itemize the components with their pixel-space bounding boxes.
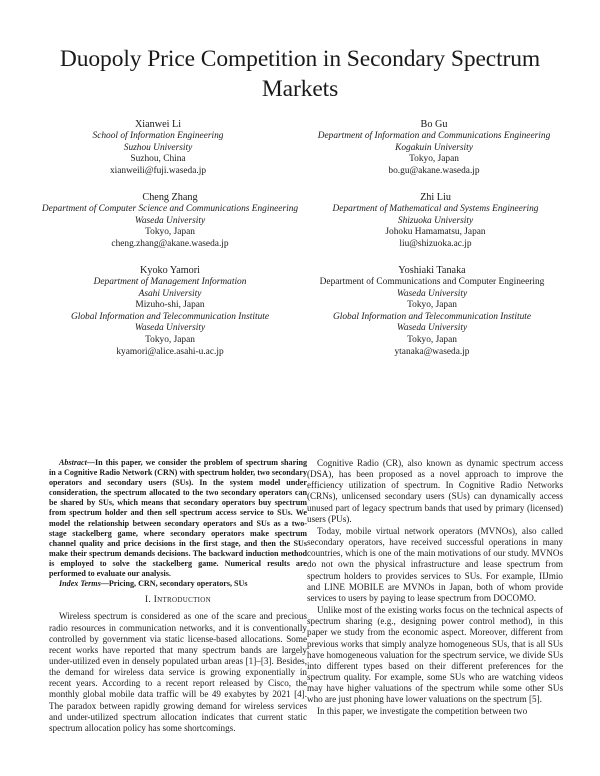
author-email: liu@shizuoka.ac.jp <box>399 238 472 249</box>
author-affiliation-line: Department of Communications and Computer Engineering <box>319 277 545 287</box>
author-affiliation-line: Global Information and Telecommunication Institute <box>332 311 532 322</box>
author-affiliation-line: Department of Information and Communications Engineering <box>317 131 551 141</box>
author-affiliation-line: School of Information Engineering <box>92 131 224 141</box>
author-affiliation-line: Department of Computer Science and Communications Engineering <box>41 204 299 214</box>
author-name: Xianwei Li <box>134 119 182 130</box>
author-name: Kyoko Yamori <box>140 265 200 276</box>
body-paragraph: Unlike most of the existing works focus on the technical aspects of spectrum sharing (e.g., designing power control method), in this paper we study from the economic aspect. Moreover, different from previous works that simply analyze homogeneous SUs, that is all SUs have homogeneous valuation for the spectrum service, we divide SUs into different types based on their different preferences for the spectrum quality. For example, some SUs who are watching videos may have higher valuations of the spectrum while some other SUs who are just phoning have lower valuations on the spectrum [5]. <box>307 605 563 705</box>
author-affiliation-line: Kogakuin University <box>395 142 473 153</box>
author-email: xianweili@fuji.waseda.jp <box>109 165 207 176</box>
author-name: Cheng Zhang <box>142 192 198 203</box>
author-affiliation-line: Suzhou University <box>123 142 193 153</box>
author-affiliation-line: Global Information and Telecommunication Institute <box>70 311 270 322</box>
author-location: Tokyo, Japan <box>407 300 457 311</box>
author-location: Suzhou, China <box>130 154 186 165</box>
author-email: ytanaka@waseda.jp <box>394 346 470 357</box>
author-card <box>304 118 564 177</box>
author-email: kyamori@alice.asahi-u.ac.jp <box>116 346 224 357</box>
author-name: Zhi Liu <box>420 192 451 203</box>
abstract-text: —In this paper, we consider the problem of spectrum sharing in a Cognitive Radio Network (CRN) with spectrum holder, two secondary operators and secondary users (SUs). In the system model under consideration, the spectrum allocated to the two secondary operators can be shared by SUs, which means that secondary operators buy spectrum from spectrum holder and then sell spectrum access service to SUs. We model the relationship between secondary operators and SUs as a two-stage stackelberg game, where secondary operators make spectrum channel quality and price decisions in the first stage, and then the SUs make their spectrum demands decisions. The backward induction method is employed to solve the stackelberg game. Numerical results are performed to evaluate our analysis. <box>49 458 307 579</box>
author-location: Tokyo, Japan <box>409 154 459 165</box>
author-card <box>63 118 253 177</box>
paper-title: Duopoly Price Competition in Secondary Spectrum Markets <box>59 46 541 102</box>
author-email: cheng.zhang@akane.waseda.jp <box>111 238 229 249</box>
author-location: Tokyo, Japan <box>145 227 195 238</box>
author-affiliation-line: Waseda University <box>134 215 206 226</box>
author-affiliation-line: Department of Mathematical and Systems Engineering <box>332 204 539 214</box>
left-column <box>49 458 307 735</box>
index-terms <box>49 579 307 589</box>
author-card <box>282 264 582 358</box>
body-paragraph: In this paper, we investigate the competition between two <box>317 706 528 717</box>
author-email: bo.gu@akane.waseda.jp <box>388 165 480 176</box>
index-terms-lead: Index Terms <box>59 579 101 589</box>
author-affiliation-line: Waseda University <box>396 323 468 334</box>
author-location: Tokyo, Japan <box>145 334 195 345</box>
author-affiliation-line: Waseda University <box>134 323 206 334</box>
author-name: Bo Gu <box>420 119 448 130</box>
body-paragraph: Wireless spectrum is considered as one of the scare and precious radio resources in communication networks, and it is conventionally controlled by government via static license-based allocations. Some recent works have reported that many spectrum bands are largely under-utilized even in densely populated urban areas [1]–[3]. Besides, the demand for wireless data service is growing exponentially in recent years. According to a recent report released by Cisco, the monthly global mobile data traffic will be 49 exabytes by 2021 [4]. The paradox between rapidly growing demand for wireless services and under-utilized spectrum allocation indicates that current static spectrum allocation policy has some shortcomings. <box>49 611 307 733</box>
body-paragraph: Cognitive Radio (CR), also known as dynamic spectrum access (DSA), has been proposed as a novel approach to improve the efficiency utilization of spectrum. In Cognitive Radio Networks (CRNs), unlicensed secondary users (SUs) can dynamically access unused part of legacy spectrum bands that used by primary (licensed) users (PUs). <box>307 458 563 524</box>
section-heading: I. Introduction <box>145 595 211 606</box>
author-name: Yoshiaki Tanaka <box>398 265 466 276</box>
author-affiliation-line: Waseda University <box>396 288 468 299</box>
index-terms-text: —Pricing, CRN, secondary operators, SUs <box>100 579 248 589</box>
right-column <box>307 458 563 719</box>
author-location: Tokyo, Japan <box>407 334 457 345</box>
author-location: Mizuho-shi, Japan <box>135 300 205 311</box>
author-card <box>20 191 320 250</box>
author-card <box>323 191 548 250</box>
author-affiliation-line: Shizuoka University <box>397 215 474 226</box>
author-card <box>20 264 320 358</box>
author-location: Johoku Hamamatsu, Japan <box>385 227 486 238</box>
abstract-lead: Abstract <box>59 458 87 467</box>
author-affiliation-line: Department of Management Information <box>93 277 247 287</box>
body-paragraph: Today, mobile virtual network operators (MVNOs), also called secondary operators, have received successful operations in many countries, which is one of the main motivations of our study. MVNOs do not own the physical infrastructure and lease spectrum from spectrum holders to provides services to SUs. For example, IIJmio and LINE MOBILE are MVNOs in Japan, both of whom provide services to users by paying to lease spectrum from DOCOMO. <box>307 525 563 603</box>
abstract <box>49 458 307 579</box>
author-affiliation-line: Asahi University <box>138 288 202 299</box>
